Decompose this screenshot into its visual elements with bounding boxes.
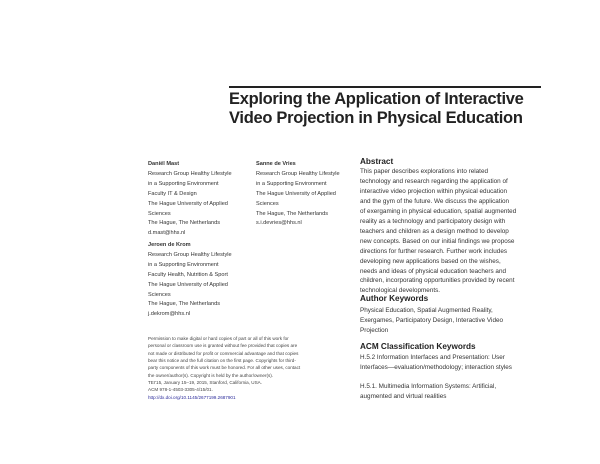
acm-line: augmented and virtual realities bbox=[360, 392, 447, 400]
author-line: Research Group Healthy Lifestyle bbox=[256, 170, 340, 177]
abstract-section bbox=[360, 157, 572, 296]
author-line: Faculty IT & Design bbox=[148, 190, 197, 197]
author-line: The Hague, The Netherlands bbox=[148, 220, 221, 227]
author-block-devries bbox=[256, 160, 340, 229]
title-line-2: Video Projection in Physical Education bbox=[229, 109, 523, 127]
author-line: in a Supporting Environment bbox=[256, 180, 327, 187]
abstract-heading: Abstract bbox=[360, 157, 394, 166]
keywords-line: Physical Education, Spatial Augmented Reality, bbox=[360, 307, 493, 314]
permission-line: party components of this work must be honored. For all other uses, contact bbox=[148, 365, 301, 371]
doi-link[interactable]: http://dx.doi.org/10.1145/2677199.2687901 bbox=[148, 394, 236, 400]
author-block-mast bbox=[148, 160, 232, 239]
author-line: Sciences bbox=[256, 200, 279, 207]
acm-line: H.5.1. Multimedia Information Systems: Artificial, bbox=[360, 382, 497, 390]
keywords-line: Projection bbox=[360, 326, 389, 334]
abstract-line: children, incorporating opportunities provided by recent bbox=[360, 277, 515, 285]
abstract-text bbox=[360, 167, 572, 296]
keywords-section bbox=[360, 294, 572, 336]
paper-title bbox=[229, 90, 549, 128]
abstract-line: interactive video projection within physical education bbox=[360, 187, 508, 195]
acm-line: Interfaces—evaluation/methodology; interaction styles bbox=[360, 363, 512, 371]
author-email: j.dekrom@hhs.nl bbox=[148, 311, 191, 318]
author-line: The Hague University of Applied bbox=[148, 200, 228, 207]
abstract-line: of exergaming in physical education, spatial augmented bbox=[360, 207, 517, 215]
author-line: in a Supporting Environment bbox=[148, 180, 219, 187]
abstract-line: teachers and children as a design method to develop bbox=[360, 227, 509, 235]
abstract-line: developing new applications based on the wishes, bbox=[360, 257, 501, 265]
abstract-line: directions for further research. Further work includes bbox=[360, 247, 508, 255]
author-name: Jeroen de Krom bbox=[148, 242, 191, 248]
title-line-1: Exploring the Application of Interactive bbox=[229, 90, 524, 108]
author-line: Research Group Healthy Lifestyle bbox=[148, 170, 232, 177]
author-line: The Hague, The Netherlands bbox=[148, 301, 221, 308]
acm-entry-2 bbox=[360, 382, 572, 402]
abstract-line: reality as a technology and participatory design with bbox=[360, 217, 506, 225]
author-line: Research Group Healthy Lifestyle bbox=[148, 251, 232, 258]
permission-notice bbox=[148, 335, 348, 401]
author-line: in a Supporting Environment bbox=[148, 261, 219, 268]
author-line: The Hague University of Applied bbox=[148, 281, 228, 288]
author-block-dekrom bbox=[148, 241, 232, 320]
author-line: Sciences bbox=[148, 210, 171, 217]
permission-line: bear this notice and the full citation on the first page. Copyrights for third- bbox=[148, 358, 296, 364]
author-line: The Hague University of Applied bbox=[256, 190, 336, 197]
author-line: Sciences bbox=[148, 291, 171, 298]
acm-line: H.5.2 Information Interfaces and Presentation: User bbox=[360, 354, 505, 361]
abstract-line: technological developments. bbox=[360, 287, 441, 295]
abstract-line: technology and research regarding the application of bbox=[360, 177, 508, 185]
keywords-heading: Author Keywords bbox=[360, 294, 429, 303]
keywords-line: Exergames, Participatory Design, Interactive Video bbox=[360, 316, 504, 324]
abstract-line: needs and ideas of physical education teachers and bbox=[360, 267, 507, 275]
acm-section bbox=[360, 342, 572, 402]
author-email: s.i.devries@hhs.nl bbox=[256, 220, 302, 227]
author-line: Faculty Health, Nutrition & Sport bbox=[148, 271, 228, 278]
keywords-text bbox=[360, 306, 572, 336]
acm-entry-1 bbox=[360, 353, 572, 373]
permission-line: Permission to make digital or hard copies of part or all of this work for bbox=[148, 336, 289, 341]
title-rule bbox=[229, 86, 541, 88]
acm-heading: ACM Classification Keywords bbox=[360, 342, 476, 351]
author-line: The Hague, The Netherlands bbox=[256, 210, 329, 217]
permission-line: TEI'15, January 15–19, 2015, Stanford, California, USA. bbox=[148, 380, 263, 386]
abstract-line: and the gym of the future. We discuss the application bbox=[360, 197, 510, 205]
permission-line: not made or distributed for profit or commercial advantage and that copies bbox=[148, 350, 299, 356]
abstract-line: new concepts. Based on our initial findings we propose bbox=[360, 237, 515, 245]
author-email: d.mast@hhs.nl bbox=[148, 230, 186, 237]
author-name: Daniël Mast bbox=[148, 161, 180, 167]
permission-line: the owner/author(s). Copyright is held by the author/owner(s). bbox=[148, 372, 274, 378]
permission-line: personal or classroom use is granted without fee provided that copies are bbox=[148, 343, 298, 349]
permission-line: ACM 978-1-4503-3305-4/15/01. bbox=[148, 387, 213, 393]
author-name: Sanne de Vries bbox=[256, 161, 296, 167]
abstract-line: This paper describes explorations into related bbox=[360, 168, 489, 175]
